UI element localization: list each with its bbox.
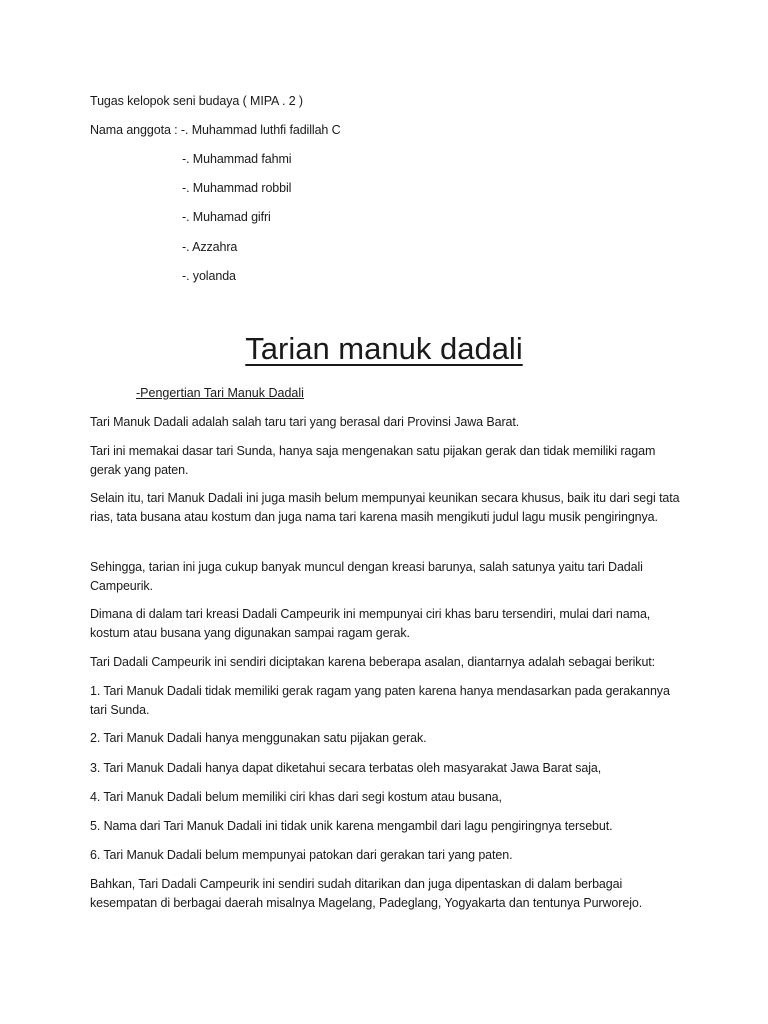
paragraph: Selain itu, tari Manuk Dadali ini juga masih belum mempunyai keunikan secara khusus, baik itu dari segi tata rias, tata busana atau kostum dan juga nama tari karena masih mengikuti judul lagu musik pengiringnya. <box>90 491 680 524</box>
paragraph: Dimana di dalam tari kreasi Dadali Campeurik ini mempunyai ciri khas baru tersendiri, mulai dari nama, kostum atau busana yang digunakan sampai ragam gerak. <box>90 607 651 640</box>
member-item: -. Muhammad fahmi <box>182 152 292 166</box>
paragraph: Sehingga, tarian ini juga cukup banyak muncul dengan kreasi barunya, salah satunya yaitu tari Dadali Campeurik. <box>90 560 643 593</box>
members-label: Nama anggota : -. Muhammad luthfi fadillah C <box>90 123 341 137</box>
member-item: -. Azzahra <box>182 240 238 254</box>
member-item: -. yolanda <box>182 269 236 283</box>
list-item: 1. Tari Manuk Dadali tidak memiliki gerak ragam yang paten karena hanya mendasarkan pada gerakannya tari Sunda. <box>90 684 670 717</box>
member-item: -. Muhamad gifri <box>182 210 271 224</box>
document-title: Tarian manuk dadali <box>245 331 523 366</box>
paragraph: Tari Manuk Dadali adalah salah taru tari yang berasal dari Provinsi Jawa Barat. <box>90 415 520 429</box>
list-item: 3. Tari Manuk Dadali hanya dapat diketahui secara terbatas oleh masyarakat Jawa Barat saja, <box>90 761 602 775</box>
paragraph: Bahkan, Tari Dadali Campeurik ini sendiri sudah ditarikan dan juga dipentaskan di dalam berbagai kesempatan di berbagai daerah misalnya Magelang, Padeglang, Yogyakarta dan tentunya Purworejo. <box>90 877 643 910</box>
paragraph: Tari Dadali Campeurik ini sendiri diciptakan karena beberapa asalan, diantarnya adalah sebagai berikut: <box>90 655 656 669</box>
task-line: Tugas kelopok seni budaya ( MIPA . 2 ) <box>90 94 303 108</box>
list-item: 5. Nama dari Tari Manuk Dadali ini tidak unik karena mengambil dari lagu pengiringnya tersebut. <box>90 819 613 833</box>
list-item: 6. Tari Manuk Dadali belum mempunyai patokan dari gerakan tari yang paten. <box>90 848 513 862</box>
section-subheading: -Pengertian Tari Manuk Dadali <box>136 386 304 400</box>
member-item: -. Muhammad robbil <box>182 181 292 195</box>
list-item: 2. Tari Manuk Dadali hanya menggunakan satu pijakan gerak. <box>90 731 427 745</box>
list-item: 4. Tari Manuk Dadali belum memiliki ciri khas dari segi kostum atau busana, <box>90 790 502 804</box>
paragraph: Tari ini memakai dasar tari Sunda, hanya saja mengenakan satu pijakan gerak dan tidak memiliki ragam gerak yang paten. <box>90 444 656 477</box>
